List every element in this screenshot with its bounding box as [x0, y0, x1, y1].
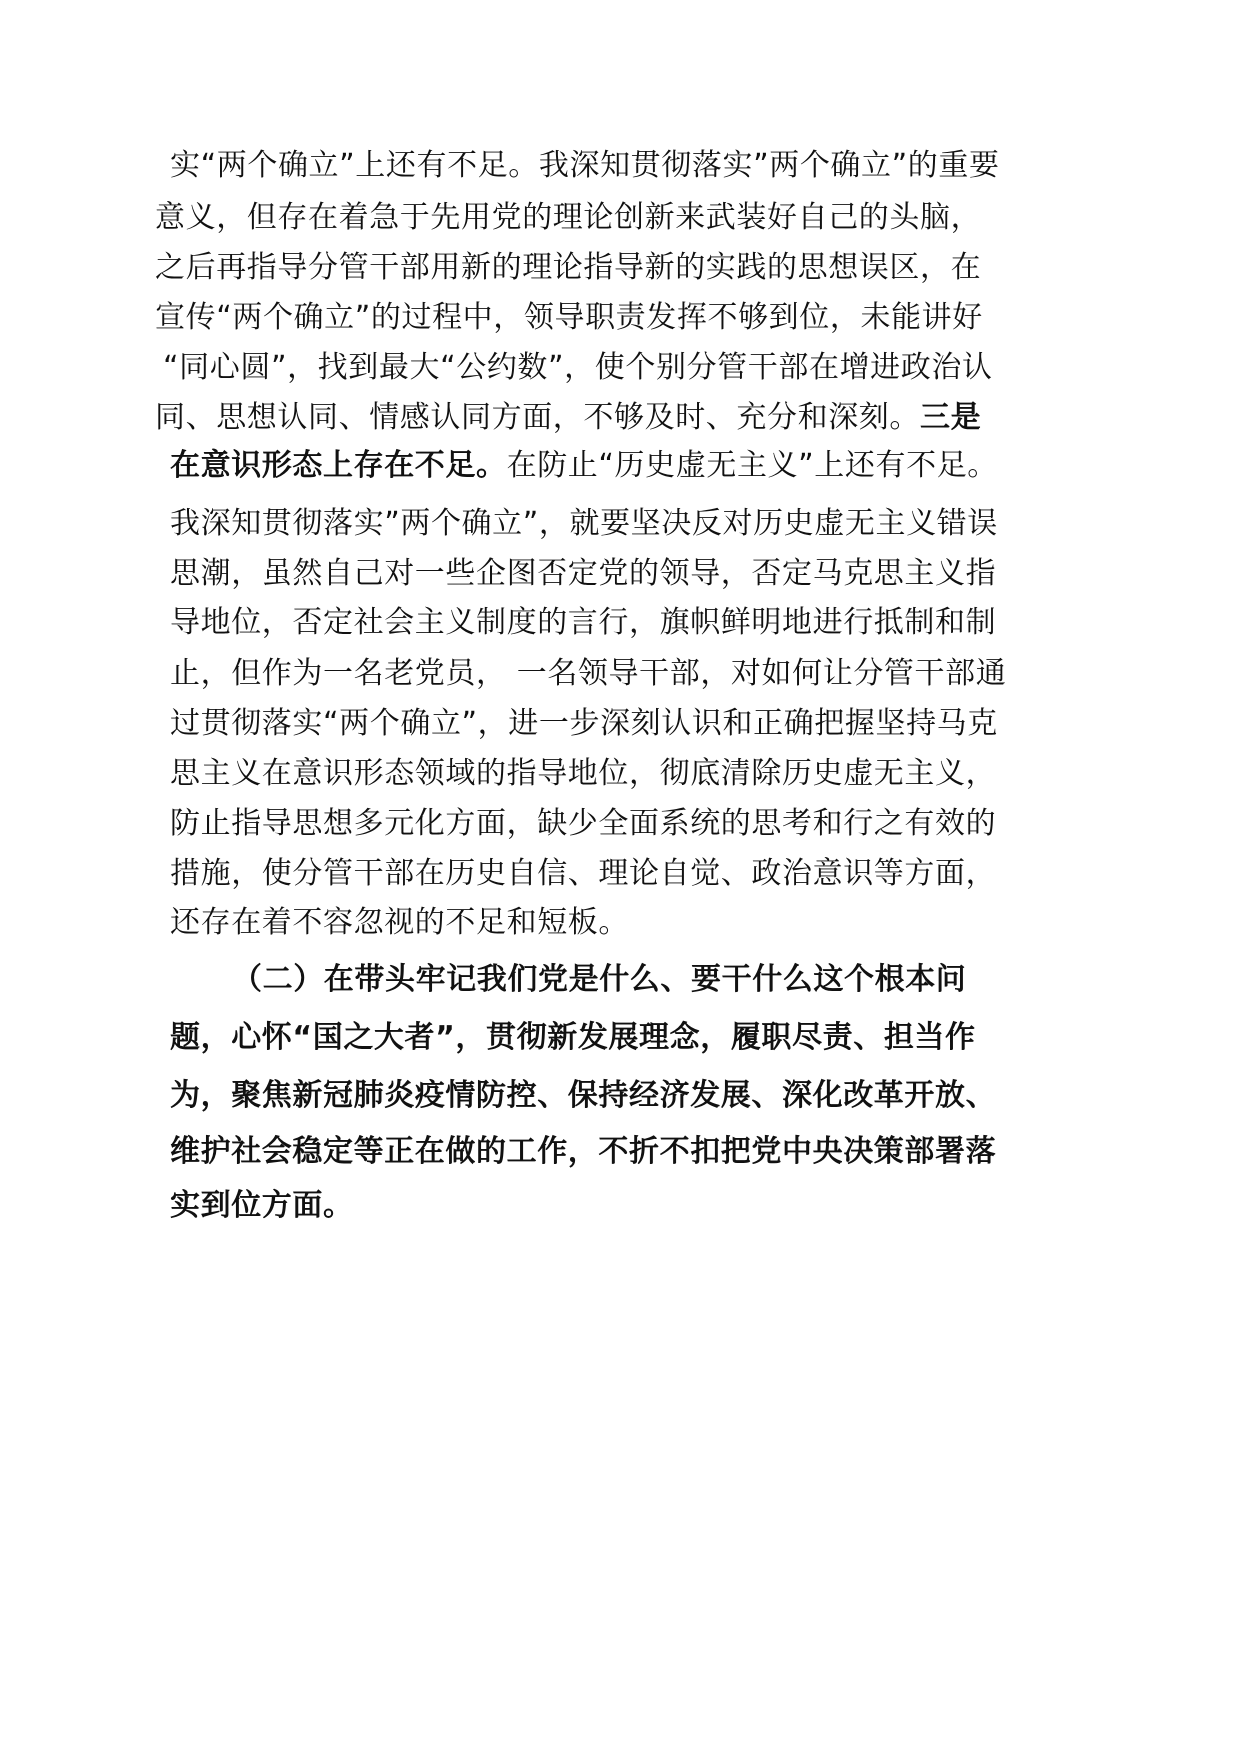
text-run: 在防止“历史虚无主义”上还有不足。: [506, 448, 998, 483]
text-line: 措施，使分管干部在历史自信、理论自觉、政治意识等方面，: [170, 856, 997, 891]
text-line: 思主义在意识形态领域的指导地位，彻底清除历史虚无主义，: [170, 756, 997, 791]
text-line: 思潮，虽然自己对一些企图否定党的领导，否定马克思主义指: [170, 556, 997, 591]
text-line: 我深知贯彻落实”两个确立”，就要坚决反对历史虚无主义错误: [170, 506, 998, 541]
heading-line: （二）在带头牢记我们党是什么、要干什么这个根本问: [232, 962, 967, 997]
text-line: 过贯彻落实“两个确立”，进一步深刻认识和正确把握坚持马克: [170, 706, 998, 741]
heading-line: 题，心怀“国之大者”，贯彻新发展理念，履职尽责、担当作: [170, 1020, 976, 1055]
text-line: 止，但作为一名老党员， 一名领导干部，对如何让分管干部通: [170, 656, 1007, 691]
text-line: 之后再指导分管干部用新的理论指导新的实践的思想误区，在: [155, 250, 982, 285]
point-marker-three: 三是: [920, 400, 982, 435]
text-line: 宣传“两个确立”的过程中，领导职责发挥不够到位，未能讲好: [155, 300, 983, 335]
text-line: 还存在着不容忽视的不足和短板。: [170, 905, 629, 940]
text-line: [155, 398, 981, 438]
text-line: 导地位，否定社会主义制度的言行，旗帜鲜明地进行抵制和制: [170, 605, 997, 640]
heading-line: 维护社会稳定等正在做的工作，不折不扣把党中央决策部署落: [170, 1134, 997, 1169]
heading-line: 为，聚焦新冠肺炎疫情防控、保持经济发展、深化改革开放、: [170, 1078, 997, 1113]
text-line: 防止指导思想多元化方面，缺少全面系统的思考和行之有效的: [170, 806, 997, 841]
point-heading-ideology: 在意识形态上存在不足。: [170, 448, 507, 483]
text-line: “同心圆”，找到最大“公约数”，使个别分管干部在增进政治认: [163, 350, 993, 385]
heading-line: 实到位方面。: [170, 1188, 354, 1223]
text-line: [170, 446, 998, 486]
text-run: 同、思想认同、情感认同方面，不够及时、充分和深刻。: [155, 400, 920, 435]
text-line: 实“两个确立”上还有不足。我深知贯彻落实”两个确立”的重要: [170, 148, 1000, 183]
text-line: 意义，但存在着急于先用党的理论创新来武装好自己的头脑，: [155, 200, 982, 235]
